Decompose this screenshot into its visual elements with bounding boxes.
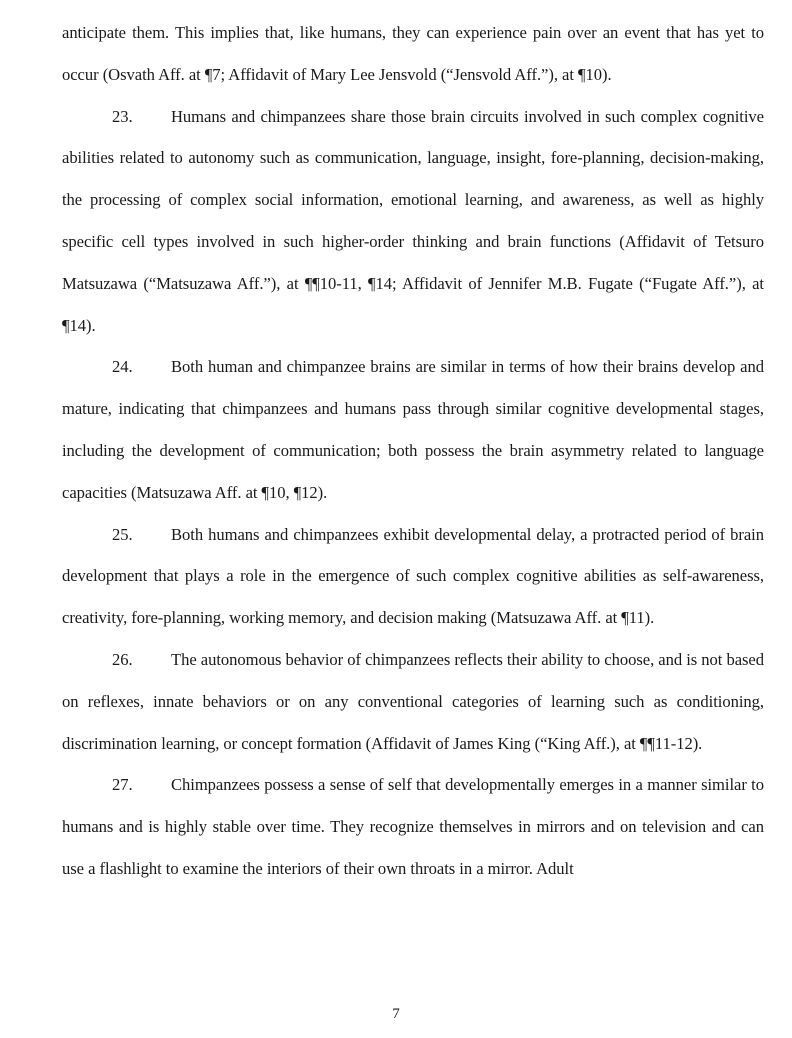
paragraph-text: Humans and chimpanzees share those brain circuits involved in such complex cognitive abilities related to autonomy such as communication, language, insight, fore-planning, decision-making, the processing of complex social information, emotional learning, and awareness, as well as highly specific cell types involved in such higher-order thinking and brain functions (Affidavit of Tetsuro Matsuzawa (“Matsuzawa Aff.”), at ¶¶10-11, ¶14; Affidavit of Jennifer M.B. Fugate (“Fugate Aff.”), at ¶14).	[62, 106, 764, 335]
paragraph-25	[62, 514, 764, 639]
paragraph-number: 25.	[112, 524, 133, 544]
paragraph-number: 23.	[112, 106, 133, 126]
page-number: 7	[392, 1006, 400, 1022]
paragraph-text: Chimpanzees possess a sense of self that developmentally emerges in a manner similar to humans and is highly stable over time. They recognize themselves in mirrors and on television and can use a flashlight to examine the interiors of their own throats in a mirror. Adult	[62, 775, 764, 878]
paragraph-number: 26.	[112, 649, 133, 669]
paragraph-text: The autonomous behavior of chimpanzees reflects their ability to choose, and is not based on reflexes, innate behaviors or on any conventional categories of learning such as conditioning, discrimination learning, or concept formation (Affidavit of James King (“King Aff.), at ¶¶11-12).	[62, 649, 764, 753]
paragraph-number: 24.	[112, 357, 133, 377]
paragraph-text: Both human and chimpanzee brains are similar in terms of how their brains develop and mature, indicating that chimpanzees and humans pass through similar cognitive developmental stages, including the development of communication; both possess the brain asymmetry related to language capacities (Matsuzawa Aff. at ¶10, ¶12).	[62, 357, 764, 502]
paragraph-27	[62, 764, 764, 889]
paragraph-24	[62, 346, 764, 513]
paragraph-text: Both humans and chimpanzees exhibit developmental delay, a protracted period of brain development that plays a role in the emergence of such complex cognitive abilities as self-awareness, creativity, fore-planning, working memory, and decision making (Matsuzawa Aff. at ¶11).	[62, 524, 764, 628]
paragraph-number: 27.	[112, 775, 133, 795]
document-page	[62, 12, 764, 890]
paragraph-23	[62, 96, 764, 347]
continuation-paragraph: anticipate them. This implies that, like humans, they can experience pain over an event that has yet to occur (Osvath Aff. at ¶7; Affidavit of Mary Lee Jensvold (“Jensvold Aff.”), at ¶10).	[62, 23, 764, 84]
paragraph-26	[62, 639, 764, 764]
